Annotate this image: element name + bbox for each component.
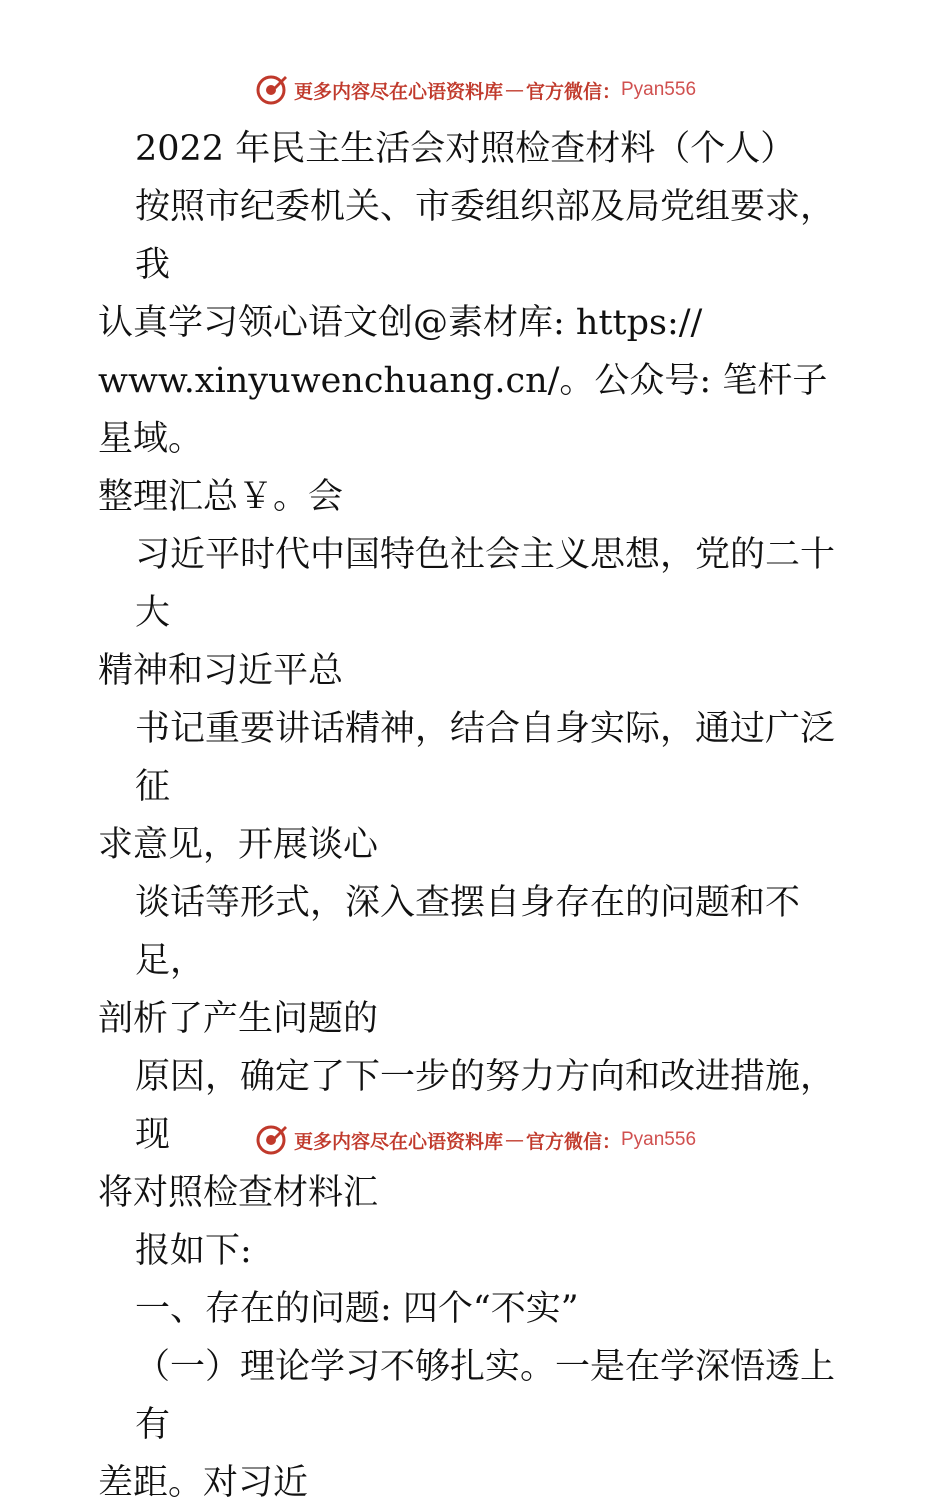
text-line: 习近平时代中国特色社会主义思想，党的二十大 [135,535,836,633]
watermark-contact-label: 官方微信： [525,1130,621,1153]
text-line: 精神和习近平总 [98,651,344,691]
text-line: 差距。对习近 [98,1463,309,1503]
text-line: 整理汇总￥。会 [98,477,344,517]
watermark-contact-label: 官方微信： [525,80,621,103]
text-line: 一、存在的问题: 四个“不实” [135,1289,579,1329]
watermark-dash: — [504,79,524,101]
text-line: （一）理论学习不够扎实。一是在学深悟透上有 [135,1347,836,1445]
watermark-contact-id: Pyan556 [621,79,697,100]
brush-logo-icon [254,1123,288,1157]
watermark-contact-id: Pyan556 [621,1129,697,1150]
text-line: 2022 年民主生活会对照检查材料（个人） [135,129,796,169]
watermark-footer [0,1120,950,1160]
text-line: 书记重要讲话精神，结合自身实际，通过广泛征 [135,709,836,807]
text-line: 剖析了产生问题的 [98,999,379,1039]
watermark-text: 更多内容尽在心语资料库 [293,80,503,103]
text-line: 谈话等形式，深入查摆自身存在的问题和不足， [135,883,801,981]
watermark-dash: — [504,1129,524,1151]
watermark-header [0,70,950,110]
text-line: 原因，确定了下一步的努力方向和改进措施，现 [135,1057,836,1155]
brush-logo-icon [254,73,288,107]
text-line: 将对照检查材料汇 [98,1173,379,1213]
text-line: www.xinyuwenchuang.cn/。公众号: 笔杆子星域。 [98,361,828,459]
document-body [98,120,858,1512]
watermark-text: 更多内容尽在心语资料库 [293,1130,503,1153]
text-line: 求意见，开展谈心 [98,825,379,865]
text-line: 按照市纪委机关、市委组织部及局党组要求，我 [135,187,836,285]
text-line: 认真学习领心语文创@素材库: https:// [98,303,703,343]
text-line: 报如下: [135,1231,252,1271]
